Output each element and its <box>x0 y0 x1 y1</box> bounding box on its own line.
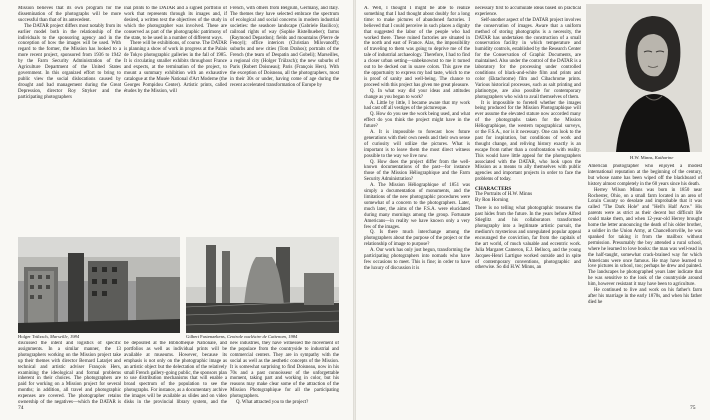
paragraph: A. Little by little, I became aware that my work had cast off all vestiges of the picturesque. <box>364 100 470 112</box>
paragraph: Herrey Wilson Minns was born in 1850 near Rochester, Ohio, on a small farm located in an area of Lorain County so desolate and improbable that it was called "The Dark Hole" and "Hell's Half Acre." His parents were as strict as their decent but difficult life could make them, and when 12-year-old Herrey brought home the letter announcing the death of his older brother, a soldier in the Union Army, at Chancellorsville, he was spanked for taking it from the mailbox without permission. Presumably the boy attended a rural school, where he learned to love books: the man was well-read in the half-taught, somewhat crack-brained way for which Americans were once famous. He may have learned to love pictures in school, too; perhaps he drew and painted. The landscapes he photographed years later indicate that he was sensitive to the look of the countryside around him, however resistant it may have been to agriculture. <box>588 187 702 288</box>
left-column-2 <box>124 6 227 232</box>
subarticle-title: CHARACTERS <box>475 186 512 193</box>
paragraph: Q. In what way did your ideas and attitudes change as you began to work? <box>364 88 470 100</box>
paragraph: A. Our work has only just begun, transforming the participating photographers into nomads who have few occasions to meet. This is fine; in order to have the luxury of discussion it is <box>364 248 470 271</box>
paragraph: American photographer who enjoyed a modest international reputation at the beginning of the century, but whose name has been wiped off the blackboard of history almost completely in the 60 years since his death. <box>588 164 702 187</box>
photo-katharine-image <box>586 4 702 152</box>
caption-title: Marseille, 1984 <box>50 334 80 339</box>
paragraph: There is no telling what photographic treasures the past hides from the future. In the years before Alfred Stieglitz and his collaborators transformed photography into a legitimate artistic pursuit, the medium's mysterious and unregulated popular appeal encouraged the conviction, far from the capitals of the art world, of much valuable and eccentric work. Julia Margaret Cameron, E.J. Bellocq, and the young Jacques-Henri Lartigue worked outside and in spite of contemporary conventions, photographic and otherwise. So did H.W. Minns, an <box>475 206 581 271</box>
photo-caption-cattenom <box>186 334 297 340</box>
photo-marseille-image <box>18 237 180 333</box>
right-column-3 <box>588 164 702 402</box>
paragraph: French, with others from Belgium, Germany, and Italy. The themes they have selected embrace the spectrum of ecological and social concerns in modern industrial societies: the seashore landscape (Gabriele Basilico); railroad rights of way (Sophie Ristelhueber); farms (Raymond Depardon); fields and mountains (Pierre de Fenoyl); office interiors (Christian Milovanoff); suburbs and new cities (Tom Drahos); portraits of the French (the team of Despatin and Gobeli); Marseilles, a regional city (Holger Trülzsch); the new suburbs of Paris (Robert Doisneau); Paris (François Hers). With the exception of Doisneau, all the photographers, most in their 30s or under, having come of age during the recent accelerated transformation of Europe by <box>230 6 339 88</box>
caption-photographer: Holger Trülzsch, <box>18 334 49 339</box>
caption-photographer: Gilbert Fastenaekens, <box>186 334 226 339</box>
left-column-1 <box>18 6 121 232</box>
paragraph: Q. Is there much interchange among the photographers about the purpose of the project or the relationship of image to purpose? <box>364 230 470 248</box>
page-number: 75 <box>690 405 696 411</box>
photo-katharine <box>586 4 702 152</box>
paragraph: A. Well, I thought I might be able to realize something that I had thought about doubly for a long time: to make pictures of abandoned factories. I believed that I could perceive in such places a dignity that suggested the labor of the people who had worked there. These ruined factories are situated in the north and east of France. Alas, the impossibility of traveling to them was going to deprive me of the tale of industrial archaeology. Therefore, I had to find a closer urban setting—unbeknownst to me it turned out to be decked out in suave colors. This gave me the opportunity to express my bad taste, which to me is proof of sanity and well-being. The chance to proceed with this project has given me great pleasure. <box>364 6 470 88</box>
paragraph: be deposited at the Bibliothèque Nationale, and portfolios as well as individual prints will be available at museums. However, because its emphasis is not only on the photographic image as an artistic object but the delectation of the relatively small French gallery-going public, the sponsors plan to use distribution mechanisms that will enable a broad spectrum of the population to see the photographs. For instance, as a documentary archive the images will be available as slides and on video disks in the provincial library system, and the <box>124 341 227 405</box>
left-page <box>0 0 354 420</box>
right-column-2 <box>475 6 581 402</box>
left-column-2-bottom <box>124 341 227 405</box>
caption-photographer: H.W. Minns, <box>630 155 654 160</box>
paragraph: necessary first to accumulate ideas based on practical experience. <box>475 6 581 17</box>
photo-cattenom-image <box>186 237 339 333</box>
left-column-3-bottom <box>230 341 339 405</box>
paragraph: There will be exhibitions, of course. The DATAR is planning a show of work in progress at the Palais de Tokyo photographic galleries in the fall of 1985. It is circulating smaller exhibits throughout France and expects, at the termination of the project, to mount a summary exhibition with an exhaustive catalogue at the Musée National d'Art Moderne (the Georges Pompidou Center). Artistic prints, called études by the Mission, will <box>124 41 227 94</box>
subarticle-subtitle: The Portraits of H.W. Minns <box>475 192 533 198</box>
paragraph: Self-another aspect of the DATAR project involves the conservation of images. Aware that a uniform method of storing photographs is a necessity, the DATAR has undertaken the construction of a small conservation facility in which temperature and humidity controls, established by the Research Center for the Conservation of Graphic Documents, are maintained. Also under the control of the DATAR is a laboratory for the processing under controlled conditions of black-and-white film and prints and color (Ektachrome) film and Cibachrome prints. Various historical processes, such as salt printing and platinotype, are also possible for contemporary photographers who wish to avail themselves of them. <box>475 17 581 100</box>
left-column-1-bottom <box>18 341 121 405</box>
paragraph: He continued to live and work on his father's farm after his marriage in the early 1870s, and when his father died he <box>588 288 702 305</box>
paragraph: A. It is impossible to forecast how future generations with their own needs and their own sense of curiosity will utilize the pictures. What is important is to leave them the most direct witness possible to the way we live now. <box>364 130 470 159</box>
right-page <box>356 0 710 420</box>
photo-cattenom <box>186 237 339 333</box>
right-column-1 <box>364 6 470 402</box>
paragraph: inal prints to the DATAR and a signed portfolio of work that represents through its images and, if desired, a written text the objectives of the study in which the photographer was involved. These are conserved as part of the photographic patrimony of the state, to be used in a number of different ways. <box>124 6 227 41</box>
subarticle <box>475 186 581 271</box>
paragraph: discussed the intent and logistics of specific assignments. In a similar manner, the 13 photographers working on the Mission project take up their themes with director Bernard Latarjet and technical and artistic adviser François Hers, examining the ideological and formal problems inherent in their choices. The photographers are paid for working on a Mission project for several months; in addition, all travel and photographic expenses are covered. The photographer retains ownership of the negatives—which the DATAR is <box>18 341 121 405</box>
subarticle-byline: By Ron Horning <box>475 198 509 204</box>
paragraph: It is impossible to foretell whether the images being produced for the Mission Photographique will ever assume the elevated stature now accorded many of the photographs taken for the Mission Héliographique, the western topographical surveys, or the F.S.A., nor is it necessary. One can look to the past for inspiration, but conditions of work and thought change, and reliving history exactly is an escape from rather than a confrontation with reality. This would have little appeal for the photographers associated with the DATAR, who look upon the Mission as a means to ally themselves with public agencies and important projects in order to face the problems of today. <box>475 100 581 183</box>
photo-caption-marseille <box>18 334 79 340</box>
page-number: 74 <box>18 405 24 411</box>
paragraph: new industries, they have witnessed the movement of the populace from the countryside to industrial and commercial centers. They are in sympathy with the social as well as the aesthetic concepts of the Mission. It is somewhat surprising to find Doisneau, now in his 70s and a past connoisseur of the unforgettable moment, taking part and working in color, but his reasons may make clear some of the attraction of the Mission Photographique for all the participating photographers. <box>230 341 339 400</box>
paragraph: The DATAR project differs most notably from its earlier model both in the relationship of the individuals to the sponsoring agency and in the conception of how the images will be used. With regard to the former, the Mission has looked to a more recent project, sponsored from 1936 to 1942 by the Farm Security Administration of the Agriculture Department of the United States government. In this organized effort to bring to public view the social dislocations caused by drought and bad management during the Great Depression, director Roy Stryker and the participating photographers <box>18 23 121 100</box>
photo-caption-katharine <box>630 155 673 161</box>
caption-title: Centrale nucléaire de Cattenom, 1984 <box>226 334 298 339</box>
paragraph: Q. What attracted you to the project? <box>236 400 309 405</box>
photo-marseille <box>18 237 180 333</box>
paragraph: A. The Mission Héliographique of 1851 was simply a documentation of monuments, and the limitations of the new photographic procedures were somewhat of a concern to the photographers. Later, much later, the aims of the F.S.A. were elucidated during many mornings among the group. Fortunate Americans—in reality we have known only a very few of the images. <box>364 183 470 230</box>
paragraph: Q. How does the project differ from the well-known documentations of the past—for instance those of the Mission Héliographique and the Farm Security Administration? <box>364 159 470 183</box>
caption-title: Katharine <box>654 155 674 160</box>
paragraph: Mission believes that its own program for the dissemination of the photographs will be more successful than that of its antecedent. <box>18 6 121 23</box>
left-column-3 <box>230 6 339 232</box>
paragraph: Q. How do you see the work being used, and what effect do you think the project might have in the future? <box>364 112 470 130</box>
